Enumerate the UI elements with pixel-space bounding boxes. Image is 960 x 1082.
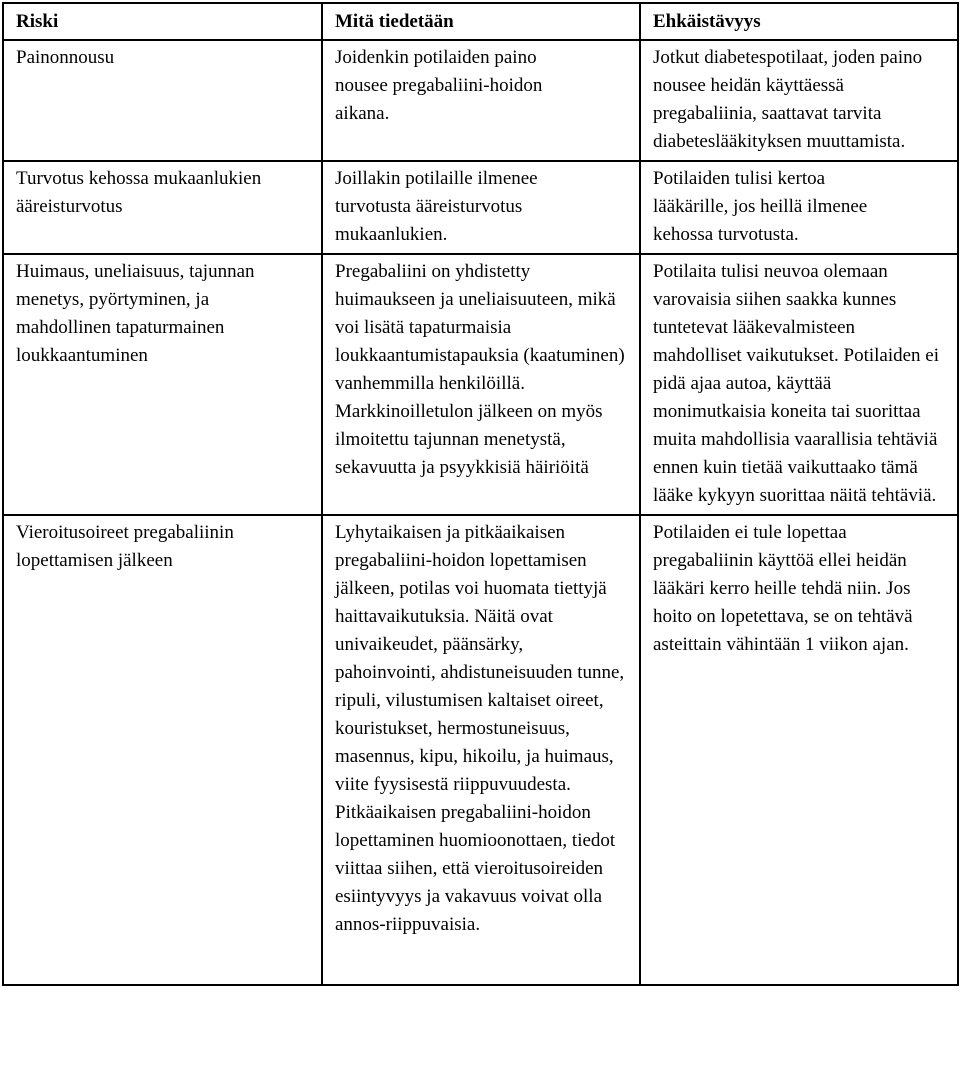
table-header-row [3, 3, 958, 40]
risk-cell [3, 254, 322, 515]
risk-cell [3, 40, 322, 161]
column-header-ehkaistavyys: Ehkäistävyys [640, 3, 958, 40]
known-text: Lyhytaikaisen ja pitkäaikaisen pregabaliini-hoidon lopettamisen jälkeen, potilas voi huomata tiettyjä haittavaikutuksia. Näitä ovat univaikeudet, päänsärky, pahoinvointi, ahdistuneisuuden tunne, ripuli, vilustumisen kaltaiset oireet, kouristukset, hermostuneisuus, masennus, kipu, hikoilu, ja huimaus, viite fyysisestä riippuvuudesta. Pitkäaikaisen pregabaliini-hoidon lopettaminen huomioonottaen, tiedot viittaa siihen, että vieroitusoireiden esiintyvyys ja vakavuus voivat olla annos-riippuvaisia. [335, 522, 625, 935]
risk-table [2, 2, 959, 986]
prevention-text: Potilaiden ei tule lopettaa pregabaliinin käyttöä ellei heidän lääkäri kerro heille tehdä niin. Jos hoito on lopetettava, se on tehtävä asteittain vähintään 1 viikon ajan. [653, 522, 913, 655]
prevention-text: Jotkut diabetespotilaat, joden paino nousee heidän käyttäessä pregabaliinia, saattavat tarvita diabeteslääkityksen muuttamista. [653, 47, 923, 152]
risk-cell [3, 161, 322, 254]
risk-name: Turvotus kehossa mukaanlukien ääreisturvotus [16, 168, 262, 217]
table-row [3, 515, 958, 985]
known-text: Joillakin potilaille ilmenee turvotusta ääreisturvotus mukaanlukien. [335, 168, 538, 245]
known-cell [322, 254, 640, 515]
prevention-cell [640, 40, 958, 161]
risk-name: Vieroitusoireet pregabaliinin lopettamisen jälkeen [16, 522, 234, 571]
known-text: Pregabaliini on yhdistetty huimaukseen ja uneliaisuuteen, mikä voi lisätä tapaturmaisia loukkaantumistapauksia (kaatuminen) vanhemmilla henkilöillä. Markkinoilletulon jälkeen on myös ilmoitettu tajunnan menetystä, sekavuutta ja psyykkisiä häiriöitä [335, 261, 625, 478]
prevention-cell [640, 161, 958, 254]
prevention-text: Potilaita tulisi neuvoa olemaan varovaisia siihen saakka kunnes tuntetevat lääkevalmisteen mahdolliset vaikutukset. Potilaiden ei pidä ajaa autoa, käyttää monimutkaisia koneita tai suorittaa muita mahdollisia vaarallisia tehtäviä ennen kuin tietää vaikuttaako tämä lääke kykyyn suorittaa näitä tehtäviä. [653, 261, 940, 506]
risk-cell [3, 515, 322, 985]
column-header-mita-tiedetaan: Mitä tiedetään [322, 3, 640, 40]
table-row [3, 40, 958, 161]
prevention-text: Potilaiden tulisi kertoa lääkärille, jos heillä ilmenee kehossa turvotusta. [653, 168, 868, 245]
table-row [3, 161, 958, 254]
risk-name: Huimaus, uneliaisuus, tajunnan menetys, pyörtyminen, ja mahdollinen tapaturmainen loukkaantuminen [16, 261, 255, 366]
known-cell [322, 161, 640, 254]
column-header-riski: Riski [3, 3, 322, 40]
table-row [3, 254, 958, 515]
known-cell [322, 515, 640, 985]
risk-name: Painonnousu [16, 47, 115, 68]
known-text: Joidenkin potilaiden paino nousee pregabaliini-hoidon aikana. [335, 47, 543, 124]
prevention-cell [640, 515, 958, 985]
prevention-cell [640, 254, 958, 515]
known-cell [322, 40, 640, 161]
